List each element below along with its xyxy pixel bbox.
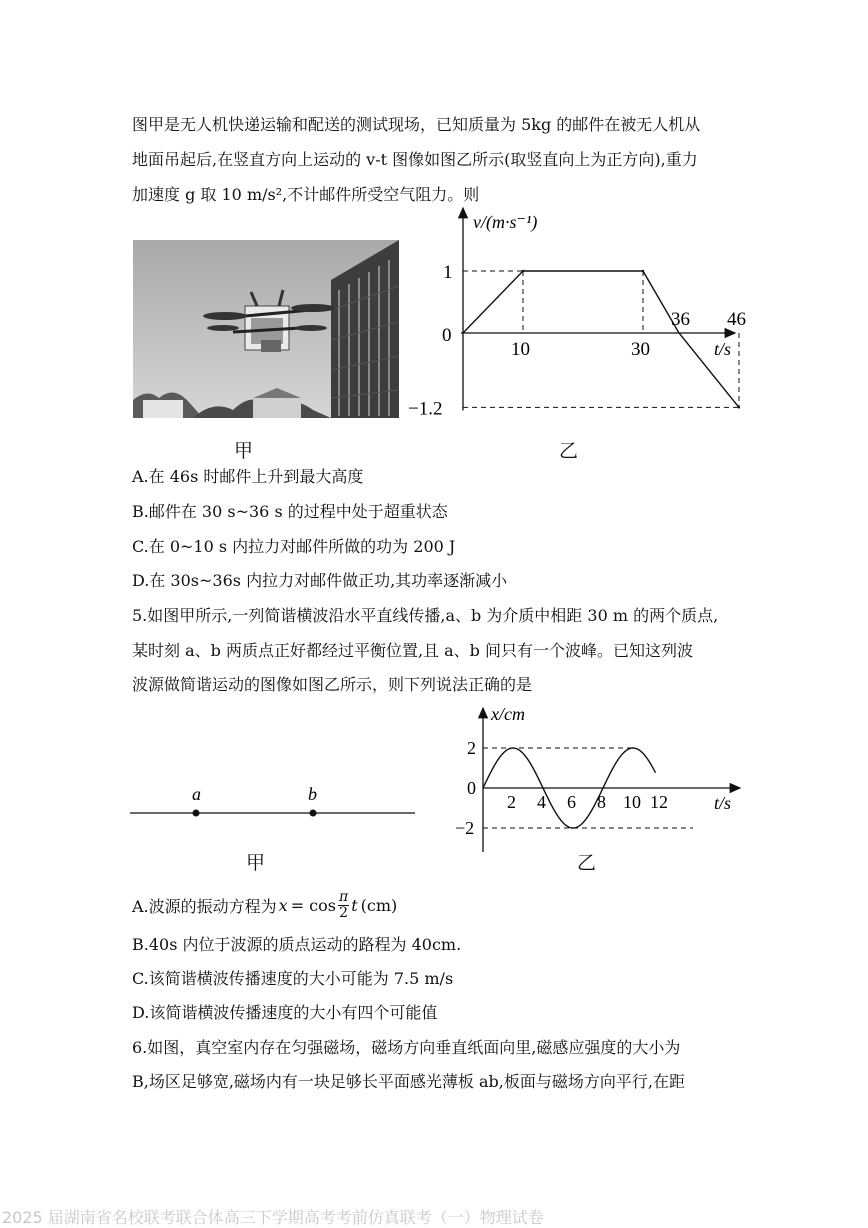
formula-fraction: [338, 890, 349, 921]
y-tick-label: 1: [443, 262, 453, 283]
x-tick-label: 10: [623, 792, 641, 812]
y-tick-label: 2: [467, 738, 476, 758]
formula-denominator: 2: [339, 905, 349, 921]
q4-option-a: A.在 46s 时邮件上升到最大高度: [132, 467, 364, 486]
x-tick-label: 10: [511, 339, 530, 360]
formula-unit: (cm): [360, 896, 398, 915]
q5-option-c: C.该简谐横波传播速度的大小可能为 7.5 m/s: [132, 969, 454, 988]
q6-stem-line-2: B,场区足够宽,磁场内有一块足够长平面感光薄板 ab,板面与磁场方向平行,在距: [132, 1072, 685, 1091]
q4-stem-line-2: 地面吊起后,在竖直方向上运动的 v-t 图像如图乙所示(取竖直向上为正方向),重力: [132, 150, 698, 169]
q5-option-a: [132, 890, 397, 921]
formula-numerator: π: [338, 889, 349, 905]
x-tick-label: 12: [650, 792, 668, 812]
y-axis-label: x/cm: [491, 704, 525, 724]
q4-stem-line-1: 图甲是无人机快递运输和配送的测试现场，已知质量为 5kg 的邮件在被无人机从: [132, 115, 701, 134]
q5-caption-a: 甲: [246, 852, 266, 874]
formula-t: t: [351, 896, 358, 915]
y-tick-label: 0: [467, 778, 476, 798]
q5-caption-b: 乙: [577, 852, 597, 874]
vt-graph: [408, 200, 750, 425]
point-b-label: b: [308, 784, 317, 804]
x-tick-label: 36: [671, 309, 690, 330]
formula-x: x: [278, 896, 288, 915]
y-tick-label: −1.2: [408, 398, 443, 420]
x-tick-label: 46: [727, 309, 746, 330]
x-tick-label: 2: [507, 792, 516, 812]
q5-stem-line-1: 5.如图甲所示,一列简谐横波沿水平直线传播,a、b 为介质中相距 30 m 的两个质点,: [132, 606, 719, 625]
wave-line-figure: [130, 780, 420, 830]
q4-caption-b: 乙: [559, 440, 579, 462]
xt-graph: [440, 700, 750, 860]
x-axis-label: t/s: [714, 793, 732, 813]
x-tick-label: 4: [537, 792, 546, 812]
formula-eq: = cos: [290, 896, 336, 915]
x-tick-label: 30: [631, 339, 650, 360]
q5-stem-line-2: 某时刻 a、b 两质点正好都经过平衡位置,且 a、b 间只有一个波峰。已知这列波: [132, 641, 693, 660]
footer-watermark: 2025 届湖南省名校联考联合体高三下学期高考考前仿真联考（一）物理试卷: [2, 1208, 544, 1227]
q4-caption-a: 甲: [234, 440, 254, 462]
point-a-label: a: [192, 784, 201, 804]
x-tick-label: 8: [597, 792, 606, 812]
y-tick-label: 0: [442, 325, 452, 346]
x-axis-label: t/s: [714, 339, 732, 359]
q4-option-c: C.在 0~10 s 内拉力对邮件所做的功为 200 J: [132, 537, 456, 556]
point-a-dot: [193, 810, 200, 817]
point-b-dot: [310, 810, 317, 817]
q5-option-d: D.该简谐横波传播速度的大小有四个可能值: [132, 1003, 438, 1022]
y-tick-label: −2: [455, 818, 475, 838]
vt-series-line: [463, 271, 739, 407]
y-axis-label: v/(m·s⁻¹): [473, 212, 538, 232]
q4-option-b: B.邮件在 30 s~36 s 的过程中处于超重状态: [132, 502, 448, 521]
drone-photo: [133, 240, 399, 418]
q5-stem-line-3: 波源做简谐运动的图像如图乙所示，则下列说法正确的是: [132, 675, 533, 694]
q4-stem-line-3: 加速度 g 取 10 m/s²,不计邮件所受空气阻力。则: [132, 185, 480, 204]
q4-option-d: D.在 30s~36s 内拉力对邮件做正功,其功率逐渐减小: [132, 571, 508, 590]
q6-stem-line-1: 6.如图，真空室内存在匀强磁场，磁场方向垂直纸面向里,磁感应强度的大小为: [132, 1038, 681, 1057]
q5-option-b: B.40s 内位于波源的质点运动的路程为 40cm.: [132, 935, 462, 954]
q5-option-a-prefix: A.波源的振动方程为: [132, 897, 277, 916]
x-tick-label: 6: [567, 792, 576, 812]
